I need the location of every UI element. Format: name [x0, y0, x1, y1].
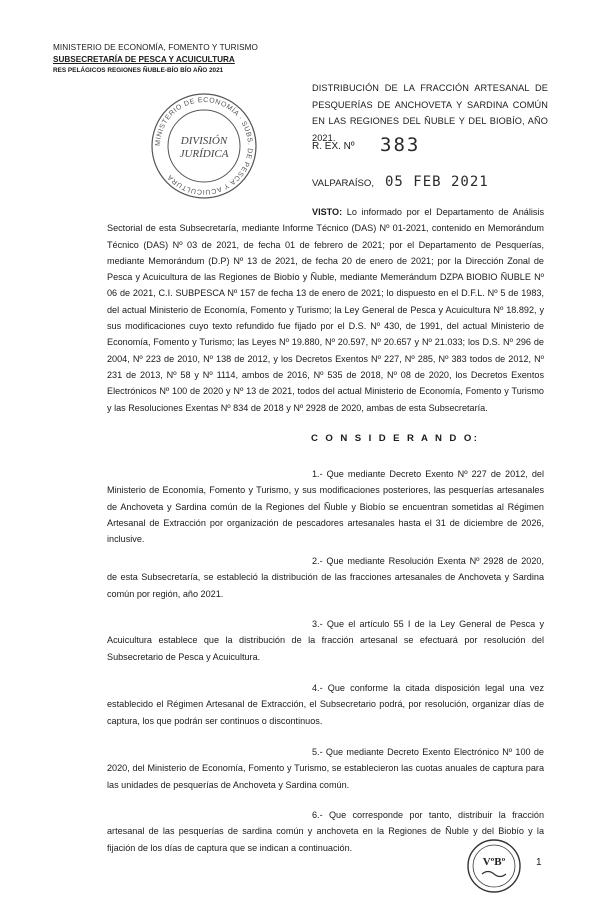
- visto-text: Lo informado por el Departamento de Análisis Sectorial de esta Subsecretaría, mediante Informe Técnico (DAS) Nº 01-2021, contenido en Memorándum Técnico (DAS) Nº 03 de 2021, de fecha 01 de febrero de 2021; por el Departamento de Pesquerías, mediante Memorándum (D.P) Nº 13 de 2021, de fecha 20 de enero de 2021; por la Dirección Zonal de Pesca y Acuicultura de las Regiones de Biobío y Ñuble, mediante Memerándum DZPA BIOBIO ÑUBLE Nº 06 de 2021, C.I. SUBPESCA Nº 157 de fecha 13 de enero de 2021; lo dispuesto en el D.F.L. Nº 5 de 1983, del actual Ministerio de Economía, Fomento y Turismo; la Ley General de Pesca y Acuicultura Nº 18.892, y sus modificaciones cuyo texto refundido fue fijado por el D.S. Nº 430, de 1991, del actual Ministerio de Economía, Fomento y Turismo; las Leyes Nº 19.880, Nº 20.597, Nº 20.657 y Nº 21.033; los D.S. Nº 296 de 2004, Nº 223 de 2010, Nº 138 de 2012, y los Decretos Exentos Nº 227, Nº 285, Nº 383 todos de 2012, Nº 231 de 2013, Nº 58 y Nº 1114, ambos de 2016, Nº 535 de 2018, Nº 08 de 2020, los Decretos Exentos Electrónicos Nº 100 de 2020 y Nº 13 de 2021, todos del actual Ministerio de Economía, Fomento y Turismo y las Resoluciones Exentas Nº 834 de 2018 y Nº 2928 de 2020, ambas de esta Subsecretaría.: [107, 207, 544, 413]
- stamp-ring-text: MINISTERIO DE ECONOMÍA · SUBS. DE PESCA Y ACUICULTURA: [154, 96, 254, 196]
- considerando-heading: C O N S I D E R A N D O:: [311, 433, 480, 444]
- vb-stamp-text: VºBº: [482, 856, 506, 868]
- resolution-number: 383: [380, 134, 421, 156]
- visto-paragraph: [107, 204, 544, 416]
- vb-approval-stamp: [466, 838, 522, 894]
- division-juridica-stamp: [150, 92, 258, 200]
- page-number: 1: [536, 857, 542, 868]
- considerando-paragraph-6: 6.- Que corresponde por tanto, distribuir la fracción artesanal de las pesquerías de sardina común y anchoveta en la Regiones de Ñuble y del Biobío y la fijación de los días de captura que se indican a continuación.: [107, 810, 544, 853]
- letterhead: [53, 42, 258, 77]
- document-reference: RES PELÁGICOS REGIONES ÑUBLE-BÍO BÍO AÑO 2021: [53, 67, 224, 74]
- initials-scribble: [482, 872, 506, 877]
- considerando-paragraph-3: 3.- Que el artículo 55 I de la Ley General de Pesca y Acuicultura establece que la distribución de la fracción artesanal se efectuará por resolución del Subsecretario de Pesca y Acuicultura.: [107, 619, 544, 662]
- ministry-name: MINISTERIO DE ECONOMÍA, FOMENTO Y TURISMO: [53, 43, 259, 52]
- considerando-paragraph-5: 5.- Que mediante Decreto Exento Electrónico Nº 100 de 2020, del Ministerio de Economía, Fomento y Turismo, se establecieron las cuotas anuales de captura para las unidades de pesquerías de Anchoveta y Sardina común.: [107, 747, 544, 790]
- stamp-line-1: DIVISIÓN: [180, 135, 228, 147]
- resolution-number-label: R. EX. Nº: [312, 141, 355, 152]
- place-label: VALPARAÍSO,: [312, 178, 375, 189]
- visto-label: VISTO:: [312, 207, 343, 217]
- considerando-paragraph-2: 2.- Que mediante Resolución Exenta Nº 2928 de 2020, de esta Subsecretaría, se estableció la distribución de las fracciones artesanales de Anchoveta y Sardina común por región, año 2021.: [107, 556, 544, 599]
- considerando-paragraph-4: 4.- Que conforme la citada disposición legal una vez establecido el Régimen Artesanal de Extracción, el Subsecretario podrá, por resolución, organizar días de captura, los que podrán ser continuos o discontinuos.: [107, 683, 544, 726]
- stamp-line-2: JURÍDICA: [179, 148, 229, 160]
- resolution-date: 05 FEB 2021: [385, 174, 489, 190]
- resolution-title: DISTRIBUCIÓN DE LA FRACCIÓN ARTESANAL DE PESQUERÍAS DE ANCHOVETA Y SARDINA COMÚN EN LAS REGIONES DEL ÑUBLE Y DEL BIOBÍO, AÑO 2021.: [312, 83, 548, 143]
- subsecretaria-name: SUBSECRETARÍA DE PESCA Y ACUICULTURA: [53, 54, 235, 64]
- considerando-paragraph-1: 1.- Que mediante Decreto Exento Nº 227 de 2012, del Ministerio de Economía, Fomento y Turismo, y sus modificaciones posteriores, las pesquerías artesanales de Anchoveta y Sardina común de la Regiones del Ñuble y Biobío se encuentran sometidas al Régimen Artesanal de Extracción por organización de pescadores artesanales hasta el 31 de diciembre de 2026, inclusive.: [107, 469, 544, 545]
